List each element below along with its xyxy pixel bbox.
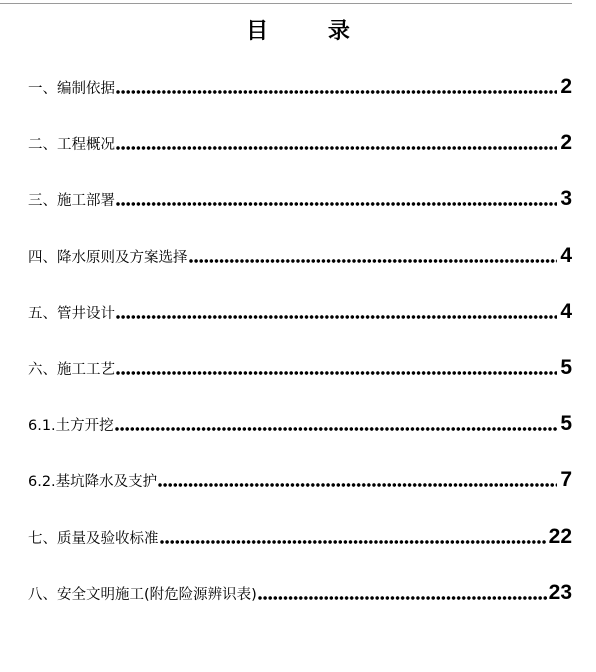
toc-entry-label: 一、编制依据 xyxy=(28,81,115,97)
toc-entry-label: 八、安全文明施工(附危险源辨识表) xyxy=(28,587,257,603)
toc-entry-page-number: 4 xyxy=(560,300,572,323)
dot-leader xyxy=(158,483,557,487)
toc-entry-label: 6.2.基坑降水及支护 xyxy=(28,474,158,490)
toc-entry-label: 6.1.土方开挖 xyxy=(28,418,114,434)
dot-leader xyxy=(258,596,547,600)
toc-entry-page-number: 5 xyxy=(560,412,572,435)
dot-leader xyxy=(116,146,557,150)
toc-entry-page-number: 22 xyxy=(548,525,572,548)
toc-entry-page-number: 5 xyxy=(560,356,572,379)
toc-entry-label: 七、质量及验收标准 xyxy=(28,531,159,547)
toc-entry[interactable] xyxy=(28,463,572,491)
page-title: 目 录 xyxy=(246,18,376,44)
top-rule xyxy=(0,3,572,4)
toc-entry-page-number: 3 xyxy=(560,187,572,210)
dot-leader xyxy=(116,202,557,206)
toc-entry-page-number: 2 xyxy=(560,131,572,154)
toc-entry[interactable] xyxy=(28,239,572,267)
toc-entry-label: 六、施工工艺 xyxy=(28,362,115,378)
toc-entry-label: 五、管井设计 xyxy=(28,306,115,322)
toc-entry-page-number: 7 xyxy=(560,468,572,491)
toc-entry[interactable] xyxy=(28,407,572,435)
toc-entry[interactable] xyxy=(28,520,572,548)
toc-entry-label: 二、工程概况 xyxy=(28,137,115,153)
toc-entry-page-number: 23 xyxy=(548,581,572,604)
toc-entry-label: 三、施工部署 xyxy=(28,193,115,209)
toc-entry[interactable] xyxy=(28,70,572,98)
toc-entry-page-number: 2 xyxy=(560,75,572,98)
dot-leader xyxy=(116,315,557,319)
toc-entry[interactable] xyxy=(28,351,572,379)
dot-leader xyxy=(115,427,557,431)
toc-entry[interactable] xyxy=(28,126,572,154)
dot-leader xyxy=(160,540,547,544)
toc-entry-label: 四、降水原则及方案选择 xyxy=(28,250,188,266)
toc-entry[interactable] xyxy=(28,576,572,604)
dot-leader xyxy=(116,90,557,94)
dot-leader xyxy=(116,371,557,375)
toc-entry-page-number: 4 xyxy=(560,244,572,267)
toc-entry[interactable] xyxy=(28,182,572,210)
toc-entry[interactable] xyxy=(28,295,572,323)
dot-leader xyxy=(189,259,558,263)
